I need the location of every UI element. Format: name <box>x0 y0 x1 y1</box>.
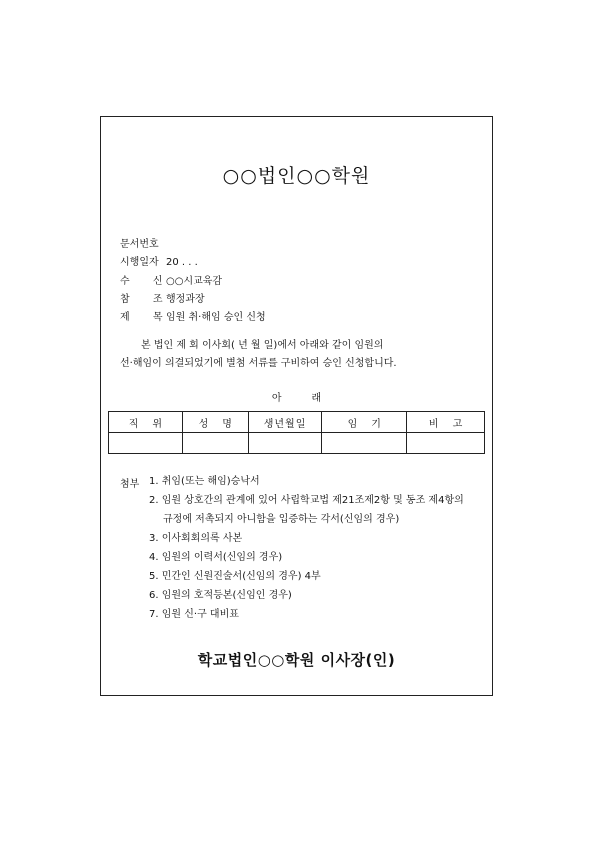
section-title: 아래 <box>271 393 352 404</box>
attachment-item <box>149 492 464 510</box>
body-text-line-1: 본 법인 제 회 이사회( 년 월 일)에서 아래와 같이 임원의 <box>141 340 384 351</box>
officer-table <box>108 411 485 454</box>
attachment-text: 임원 신·구 대비표 <box>161 609 239 620</box>
cell-remarks[interactable] <box>407 433 485 454</box>
signature-line: 학교법인○○학원 이사장(인) <box>197 651 396 669</box>
meta-label: 시행일자 <box>120 257 159 268</box>
attachment-number: 6. <box>149 590 159 601</box>
attachment-text: 임원 상호간의 관계에 있어 사립학교법 제21조제2항 및 동조 제4항의 <box>161 495 464 506</box>
attachment-number: 3. <box>149 533 159 544</box>
cell-name[interactable] <box>182 433 248 454</box>
attachment-text: 이사회회의록 사본 <box>161 533 243 544</box>
document-title: ○○법인○○학원 <box>222 165 371 187</box>
cell-birthdate[interactable] <box>248 433 322 454</box>
attachment-number: 1. <box>149 476 159 487</box>
attachment-item <box>149 549 282 567</box>
attachment-text: 규정에 저촉되지 아니함을 입증하는 각서(신임의 경우) <box>163 514 400 525</box>
attachment-number: 5. <box>149 571 159 582</box>
attachment-item <box>163 511 399 529</box>
attachment-text: 민간인 신원진술서(신임의 경우) 4부 <box>161 571 321 582</box>
attachment-text: 임원의 이력서(신임의 경우) <box>161 552 283 563</box>
meta-value: 행정과장 <box>166 294 205 305</box>
cell-position[interactable] <box>109 433 183 454</box>
attachment-item <box>149 473 260 491</box>
attachment-item <box>149 568 321 586</box>
meta-value: 임원 취·해임 승인 신청 <box>166 312 266 323</box>
table-header-row <box>109 412 485 433</box>
attachments-label: 첨부 <box>120 479 140 490</box>
meta-reference <box>120 290 205 305</box>
meta-label: 수 신 <box>120 276 173 287</box>
meta-issue-date <box>120 253 198 268</box>
meta-label: 참 조 <box>120 294 173 305</box>
header-remarks: 비고 <box>407 412 485 433</box>
attachment-text: 취임(또는 해임)승낙서 <box>161 476 260 487</box>
attachment-number: 2. <box>149 495 159 506</box>
meta-value: ○○시교육감 <box>166 276 223 287</box>
meta-label: 문서번호 <box>120 239 159 250</box>
meta-doc-number <box>120 235 166 250</box>
attachment-item <box>149 587 292 605</box>
header-name: 성명 <box>182 412 248 433</box>
header-birthdate: 생년월일 <box>248 412 322 433</box>
meta-recipient <box>120 272 222 287</box>
meta-value: 20 . . . <box>166 257 198 268</box>
header-term: 임기 <box>322 412 407 433</box>
attachment-number: 4. <box>149 552 159 563</box>
header-position: 직위 <box>109 412 183 433</box>
cell-term[interactable] <box>322 433 407 454</box>
document-frame <box>100 116 493 696</box>
attachment-item <box>149 530 242 548</box>
table-row <box>109 433 485 454</box>
meta-label: 제 목 <box>120 312 173 323</box>
meta-subject <box>120 308 266 323</box>
body-text-line-2: 선·해임이 의결되었기에 별첨 서류를 구비하여 승인 신청합니다. <box>120 358 397 369</box>
attachment-number: 7. <box>149 609 159 620</box>
attachment-text: 임원의 호적등본(신임인 경우) <box>161 590 292 601</box>
attachment-item <box>149 606 239 624</box>
